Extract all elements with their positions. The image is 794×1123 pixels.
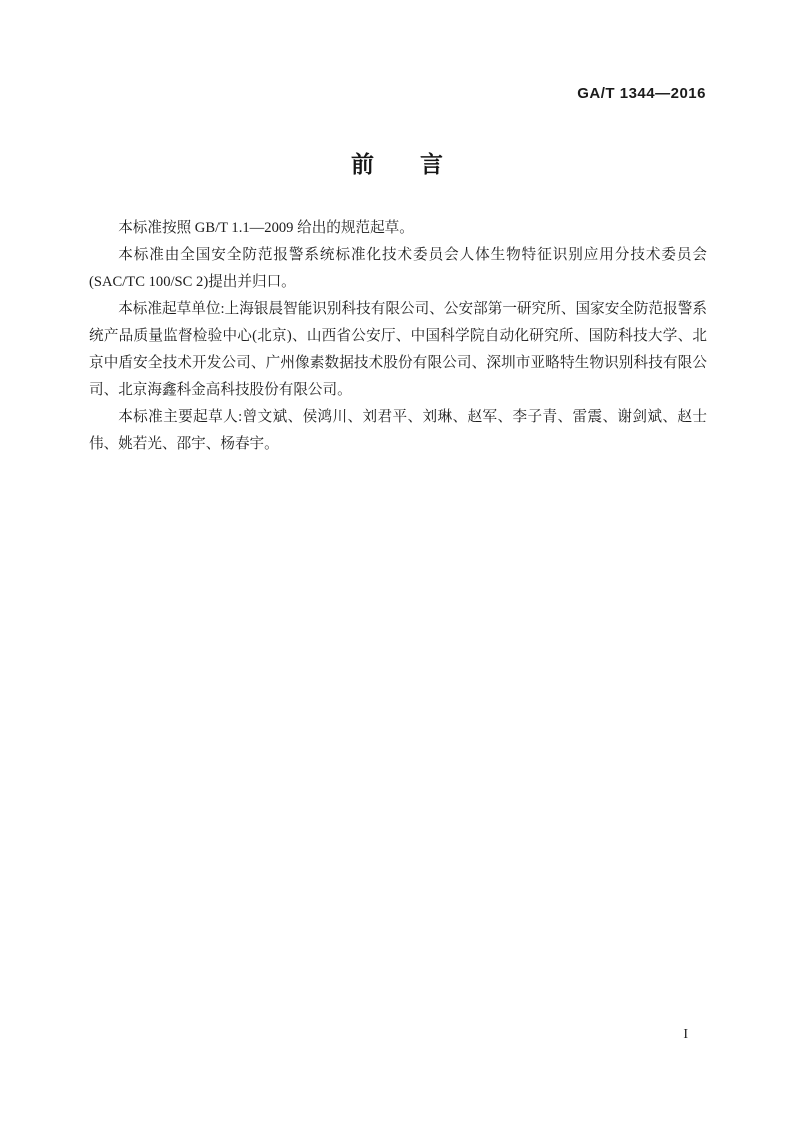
foreword-title: 前 言 — [351, 151, 443, 177]
paragraph-main-drafters: 本标准主要起草人:曾文斌、侯鸿川、刘君平、刘琳、赵军、李子青、雷震、谢剑斌、赵士伟、姚若光、邵宇、杨春宇。 — [89, 409, 707, 452]
paragraph-drafting-organizations: 本标准起草单位:上海银晨智能识别科技有限公司、公安部第一研究所、国家安全防范报警系统产品质量监督检验中心(北京)、山西省公安厅、中国科学院自动化研究所、国防科技大学、北京中盾安全技术开发公司、广州像素数据技术股份有限公司、深圳市亚略特生物识别科技有限公司、北京海鑫科金高科技股份有限公司。 — [89, 301, 707, 398]
paragraph-drafting-basis: 本标准按照 GB/T 1.1—2009 给出的规范起草。 — [118, 220, 414, 236]
paragraph-proposing-committee: 本标准由全国安全防范报警系统标准化技术委员会人体生物特征识别应用分技术委员会(SAC/TC 100/SC 2)提出并归口。 — [89, 247, 707, 290]
page-number: I — [683, 1027, 688, 1042]
standard-code: GA/T 1344—2016 — [577, 85, 706, 102]
foreword-body — [89, 215, 707, 458]
